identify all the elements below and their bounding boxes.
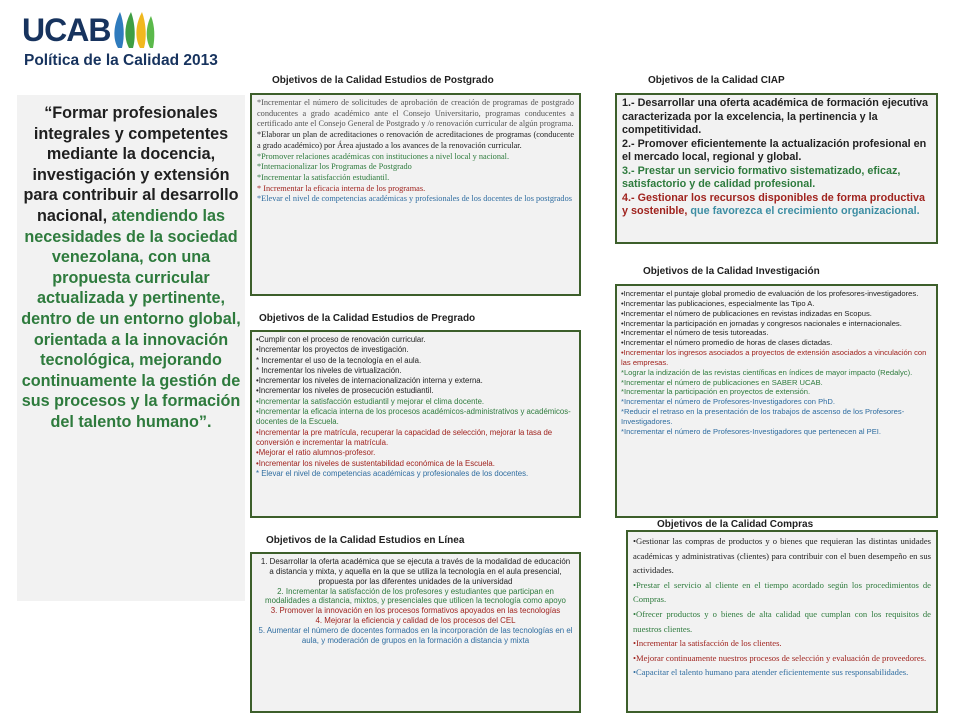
compras-item: •Ofrecer productos y o bienes de alta calidad que cumplan con los requisitos de nuestros clientes. — [633, 608, 931, 634]
pregrado-title: Objetivos de la Calidad Estudios de Pregrado — [259, 313, 476, 324]
compras-item: •Prestar el servicio al cliente en el tiempo acordado según los procedimientos de Compras. — [633, 579, 931, 605]
compras-item: •Incrementar la satisfacción de los clientes. — [633, 638, 782, 649]
postgrado-box — [250, 93, 581, 296]
quote-text — [17, 95, 245, 433]
investigacion-item: •Incrementar los ingresos asociados a proyectos de extensión asociados a vinculación con las empresas. — [621, 348, 927, 367]
linea-item: 2. Incrementar la satisfacción de los profesores y estudiantes que participan en modalidades a distancia, mixtos, y presenciales que utilicen la tecnología como apoyo — [265, 586, 566, 606]
pregrado-item: •Incrementar los proyectos de investigación. — [256, 345, 409, 355]
ciap-item-4-red: 4.- Gestionar los recursos disponibles de forma productiva y sostenible, — [622, 191, 925, 217]
pregrado-item: •Cumplir con el proceso de renovación curricular. — [256, 335, 426, 344]
compras-item: •Gestionar las compras de productos y o bienes que requieran las distintas unidades académicas y administrativas (clientes) para contribuir con el buen desempeño en sus actividades. — [633, 536, 931, 576]
investigacion-item: *Incrementar el número de Profesores-Investigadores con PhD. — [621, 397, 835, 407]
investigacion-item: •Incrementar el puntaje global promedio de evaluación de los profesores-investigadores. — [621, 289, 919, 298]
ciap-title: Objetivos de la Calidad CIAP — [648, 75, 785, 86]
pregrado-item: •Mejorar el ratio alumnos-profesor. — [256, 448, 376, 458]
pregrado-item: * Incrementar el uso de la tecnología en el aula. — [256, 355, 422, 365]
postgrado-item: *Internacionalizar los Programas de Postgrado — [257, 162, 412, 172]
postgrado-item: *Incrementar la satisfacción estudiantil. — [257, 172, 390, 182]
linea-item: 5. Aumentar el número de docentes formados en la incorporación de las tecnologías en el aula, y moderación de grupos en la formación a distancia y mixta — [258, 625, 573, 645]
postgrado-item: *Incrementar el número de solicitudes de aprobación de creación de programas de postgrado conducentes a grado académico ante el Consejo Universitario, programas conducentes a certificado ante el Consejo General de Postgrado y /o renovación curricular de algún programa. — [257, 98, 574, 129]
pregrado-item: * Elevar el nivel de competencias académicas y profesionales de los docentes. — [256, 468, 529, 478]
linea-item: 1. Desarrollar la oferta académica que se ejecuta a través de la modalidad de educación a distancia y mixta, y aquella en la que se utiliza la tecnología en el aula presencial, propuesta por las diferentes unidades de la universidad — [260, 557, 571, 586]
investigacion-item: *Incrementar la participación en proyectos de extensión. — [621, 387, 811, 397]
investigacion-item: •Incrementar las publicaciones, especialmente las Tipo A. — [621, 298, 815, 308]
quote-dark-part: “Formar profesionales integrales y competentes mediante la docencia, investigación y extensión para contribuir al desarrollo nacional, — [23, 104, 239, 225]
ciap-item: 3.- Prestar un servicio formativo sistematizado, eficaz, satisfactorio y de calidad profesional. — [622, 164, 901, 190]
linea-item: 4. Mejorar la eficiencia y calidad de los procesos del CEL — [315, 616, 516, 626]
ucab-logo — [22, 8, 156, 52]
logo-flame-icon — [112, 10, 156, 50]
investigacion-item: *Incrementar el número de Profesores-Investigadores que pertenecen al PEI. — [621, 426, 882, 436]
pregrado-box — [250, 330, 581, 518]
postgrado-item: *Elaborar un plan de acreditaciones o renovación de acreditaciones de programas (conducente a grado académico) por Área ajustado a los avances de la renovación curricular. — [257, 130, 574, 150]
postgrado-item: *Promover relaciones académicas con instituciones a nivel local y nacional. — [257, 151, 510, 161]
postgrado-item: * Incrementar la eficacia interna de los programas. — [257, 183, 426, 193]
page-title: Política de la Calidad 2013 — [24, 52, 218, 69]
pregrado-item: •Incrementar la satisfacción estudiantil y mejorar el clima docente. — [256, 396, 485, 406]
compras-item: •Mejorar continuamente nuestros procesos de selección y evaluación de proveedores. — [633, 652, 927, 663]
pregrado-item: •Incrementar los niveles de internacionalización interna y externa. — [256, 376, 483, 386]
ciap-box — [615, 93, 938, 244]
investigacion-title: Objetivos de la Calidad Investigación — [643, 266, 820, 277]
pregrado-item: •Incrementar la eficacia interna de los procesos académicos-administrativos y académicos-docentes de la Escuela. — [256, 407, 571, 427]
investigacion-item: •Incrementar la participación en jornadas y congresos nacionales e internacionales. — [621, 318, 902, 328]
investigacion-item: •Incrementar el número de publicaciones en revistas indizadas en Scopus. — [621, 308, 872, 318]
compras-item: •Capacitar el talento humano para atender eficientemente sus responsabilidades. — [633, 667, 909, 678]
quality-policy-quote — [17, 95, 245, 601]
ciap-item-4-teal: que favorezca el crecimiento organizacional. — [687, 205, 920, 217]
ciap-item: 2.- Promover eficientemente la actualización profesional en el mercado local, regional y global. — [622, 137, 927, 163]
linea-item: 3. Promover la innovación en los procesos formativos apoyados en las tecnologías — [270, 606, 561, 616]
investigacion-item: •Incrementar el número promedio de horas de clases dictadas. — [621, 338, 833, 348]
ciap-item: 1.- Desarrollar una oferta académica de formación ejecutiva caracterizada por la excelencia, la pertinencia y la competitividad. — [622, 97, 929, 136]
investigacion-item: *Lograr la indización de las revistas científicas en índices de mayor impacto (Redalyc). — [621, 367, 913, 377]
linea-title: Objetivos de la Calidad Estudios en Línea — [266, 535, 465, 546]
postgrado-title: Objetivos de la Calidad Estudios de Postgrado — [272, 75, 494, 86]
compras-box — [626, 530, 938, 713]
investigacion-box — [615, 284, 938, 518]
investigacion-item: •Incrementar el número de tesis tutoreadas. — [621, 328, 769, 338]
pregrado-item: •Incrementar los niveles de prosecución estudiantil. — [256, 386, 434, 396]
investigacion-item: *Reducir el retraso en la presentación de los trabajos de ascenso de los Profesores-Investigadores. — [621, 407, 905, 426]
quote-green-part: atendiendo las necesidades de la sociedad venezolana, con una propuesta curricular actualizada y pertinente, dentro de un entorno global, orientada a la innovación tecnológica, mejorando continuamente la gestión de sus procesos y la formación del talento humano”. — [21, 206, 241, 431]
ciap-item-4 — [622, 192, 931, 219]
postgrado-item: *Elevar el nivel de competencias académicas y profesionales de los docentes de los postgrados — [257, 194, 572, 204]
pregrado-item: •Incrementar la pre matrícula, recuperar la capacidad de selección, mejorar la tasa de conversión e incrementar la matrícula. — [256, 427, 553, 447]
pregrado-item: * Incrementar los niveles de virtualización. — [256, 365, 402, 375]
investigacion-item: *Incrementar el número de publicaciones en SABER UCAB. — [621, 377, 823, 387]
compras-title: Objetivos de la Calidad Compras — [657, 519, 814, 530]
logo-text: UCAB — [22, 12, 111, 48]
linea-box — [250, 552, 581, 713]
pregrado-item: •Incrementar los niveles de sustentabilidad económica de la Escuela. — [256, 458, 495, 468]
